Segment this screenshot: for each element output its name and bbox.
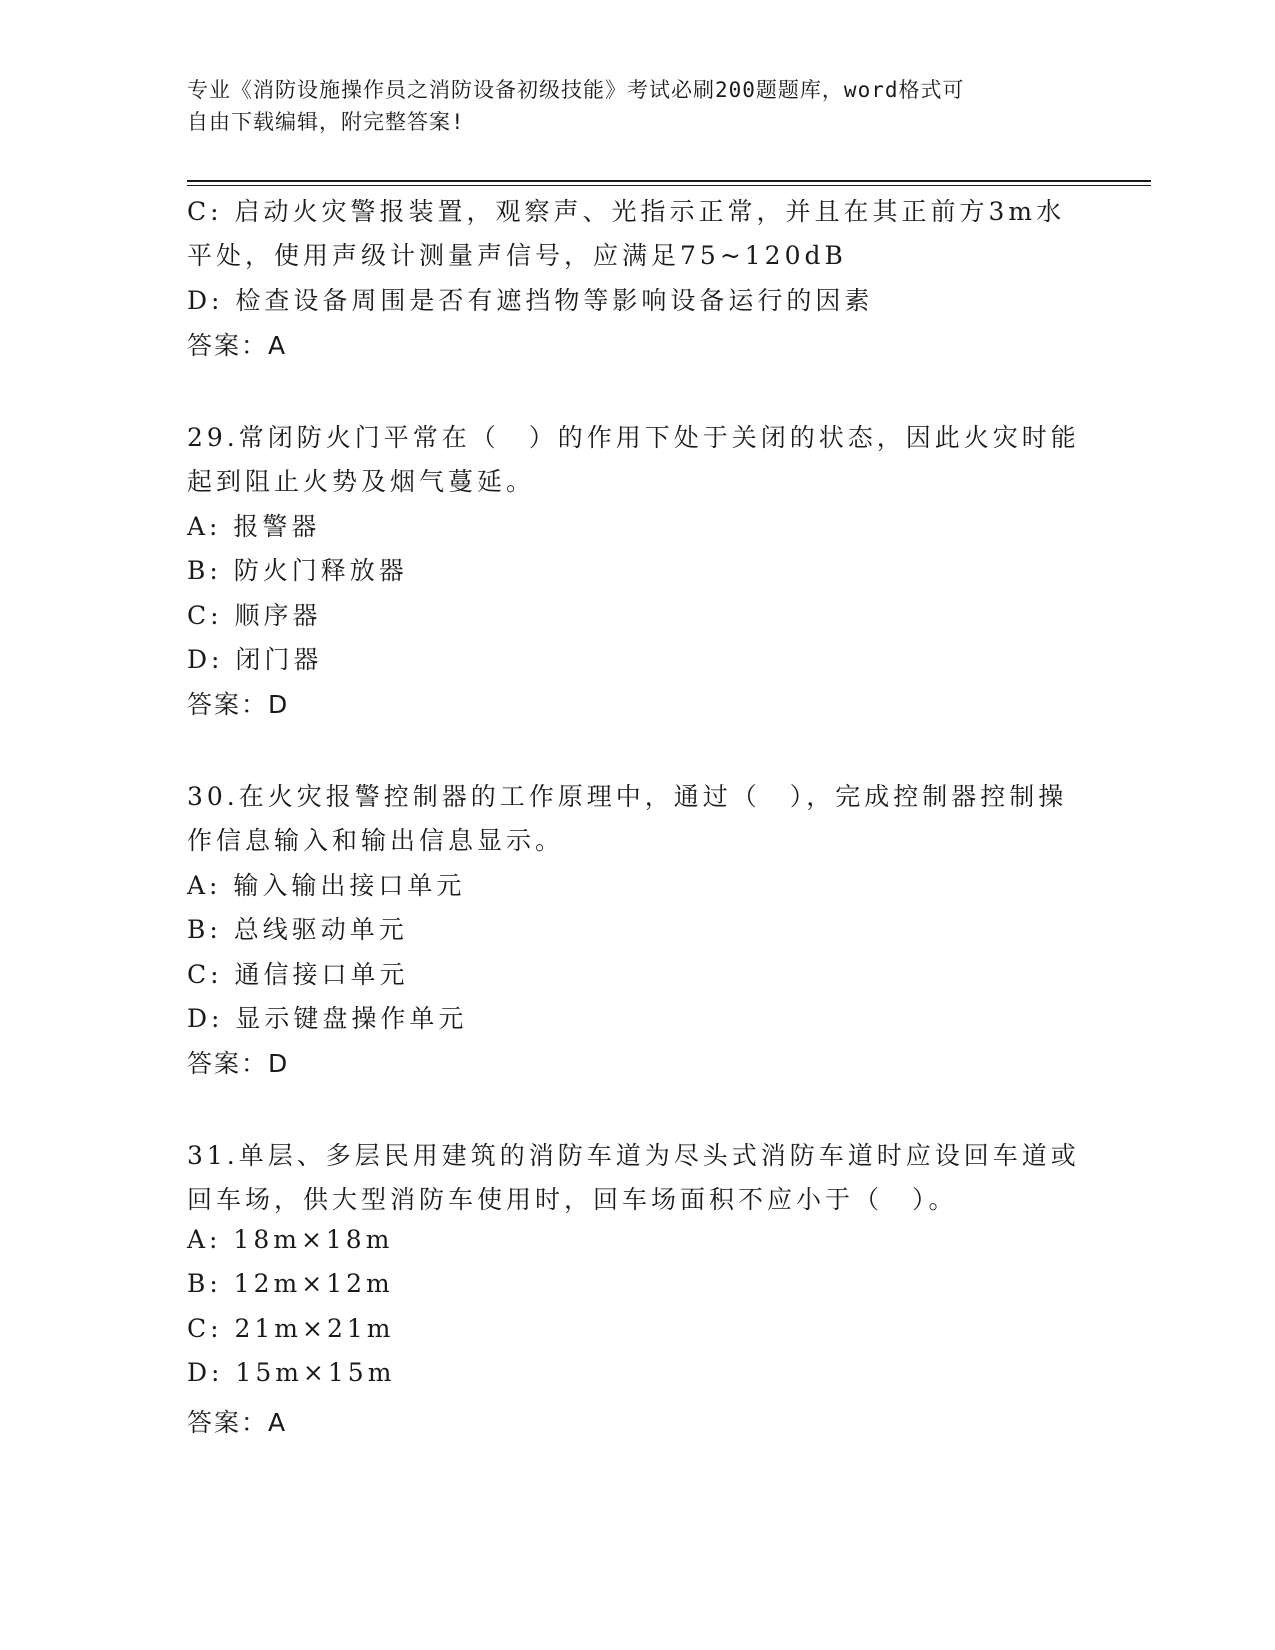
q31-option-b: B: 12m×12m — [187, 1269, 394, 1298]
q30-option-a: A: 输入输出接口单元 — [187, 871, 466, 900]
header-line-1: 专业《消防设施操作员之消防设备初级技能》考试必刷200题题库，word格式可 — [187, 78, 965, 102]
q30-option-c: C: 通信接口单元 — [187, 960, 409, 989]
prev-option-c-line-1: C: 启动火灾警报装置，观察声、光指示正常，并且在其正前方3m水 — [187, 197, 1066, 226]
header-line-2: 自由下载编辑，附完整答案! — [187, 110, 465, 134]
q29-option-c: C: 顺序器 — [187, 601, 322, 630]
prev-answer: 答案：A — [187, 331, 288, 360]
q29-stem-line-2: 起到阻止火势及烟气蔓延。 — [187, 467, 536, 496]
q30-option-d: D: 显示键盘操作单元 — [187, 1004, 468, 1033]
q31-stem-line-1: 31.单层、多层民用建筑的消防车道为尽头式消防车道时应设回车道或 — [187, 1141, 1080, 1170]
q31-option-a: A: 18m×18m — [187, 1225, 394, 1254]
document-header — [187, 74, 1067, 138]
q29-option-b: B: 防火门释放器 — [187, 556, 408, 585]
q30-answer: 答案：D — [187, 1049, 290, 1078]
q30-option-b: B: 总线驱动单元 — [187, 915, 408, 944]
header-divider-thin — [187, 185, 1151, 186]
q30-stem-line-1: 30.在火灾报警控制器的工作原理中，通过（ ），完成控制器控制操 — [187, 782, 1068, 811]
q29-stem-line-1: 29.常闭防火门平常在（ ）的作用下处于关闭的状态，因此火灾时能 — [187, 423, 1080, 452]
q29-answer: 答案：D — [187, 690, 290, 719]
header-divider-thick — [187, 180, 1151, 182]
q29-option-a: A: 报警器 — [187, 512, 321, 541]
q31-answer: 答案：A — [187, 1408, 288, 1437]
q29-option-d: D: 闭门器 — [187, 645, 323, 674]
q31-option-c: C: 21m×21m — [187, 1314, 395, 1343]
q30-stem-line-2: 作信息输入和输出信息显示。 — [187, 826, 565, 855]
q31-stem-line-2: 回车场，供大型消防车使用时，回车场面积不应小于（ ）。 — [187, 1185, 958, 1214]
prev-option-d: D: 检查设备周围是否有遮挡物等影响设备运行的因素 — [187, 286, 874, 315]
q31-option-d: D: 15m×15m — [187, 1358, 396, 1387]
prev-option-c-line-2: 平处，使用声级计测量声信号，应满足75~120dB — [187, 241, 847, 270]
